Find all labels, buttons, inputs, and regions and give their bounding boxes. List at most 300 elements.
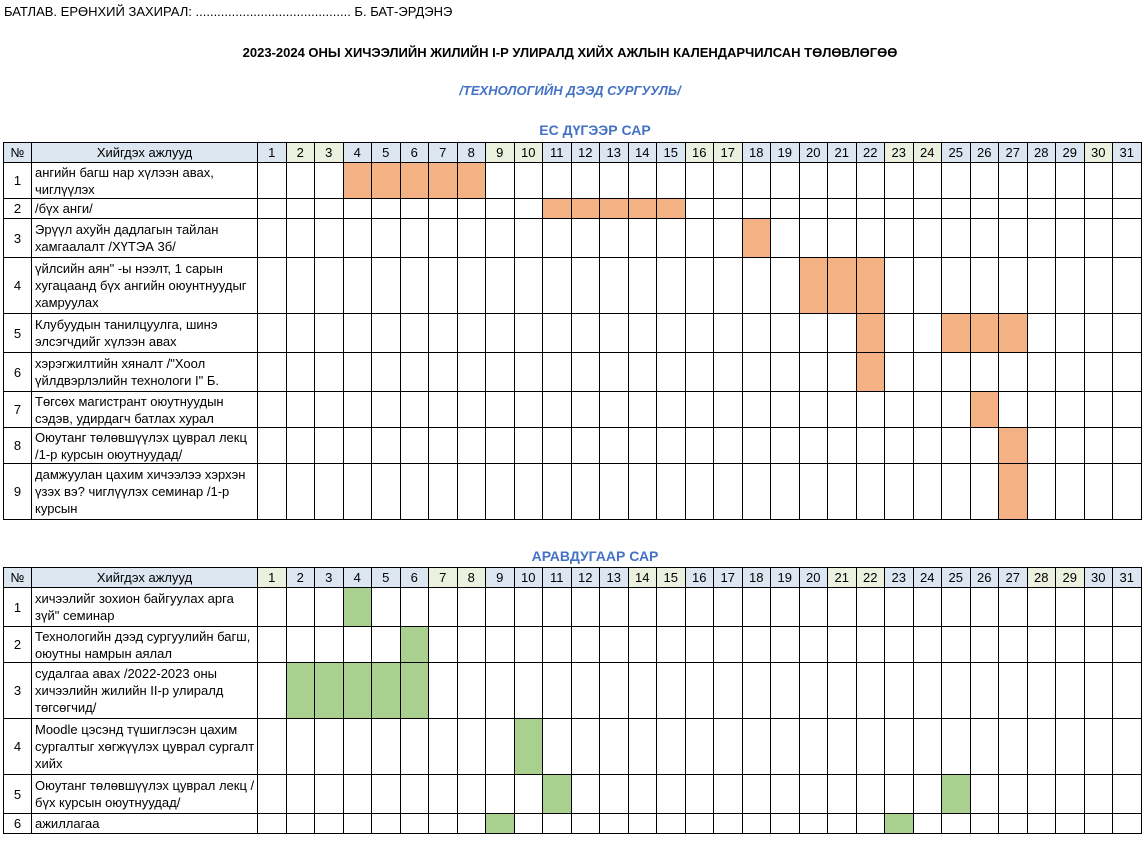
day-cell-9	[486, 464, 515, 520]
day-cell-29	[1056, 314, 1085, 353]
day-cell-30	[1084, 219, 1113, 258]
day-header-3: 3	[315, 143, 344, 163]
day-cell-3	[315, 353, 344, 392]
day-cell-31	[1113, 428, 1142, 464]
day-cell-22	[856, 163, 885, 199]
day-header-7: 7	[429, 568, 458, 588]
day-cell-27	[999, 663, 1028, 719]
day-header-15: 15	[657, 143, 686, 163]
day-cell-1	[258, 258, 287, 314]
day-cell-19	[771, 219, 800, 258]
day-cell-18	[742, 775, 771, 814]
day-header-28: 28	[1027, 568, 1056, 588]
day-cell-5	[372, 163, 401, 199]
day-cell-3	[315, 588, 344, 627]
day-cell-2	[286, 163, 315, 199]
day-cell-14	[628, 719, 657, 775]
day-cell-22	[856, 219, 885, 258]
day-cell-18	[742, 219, 771, 258]
day-cell-21	[828, 163, 857, 199]
day-header-27: 27	[999, 568, 1028, 588]
day-cell-20	[799, 588, 828, 627]
day-cell-25	[942, 353, 971, 392]
task-cell: Оюутанг төлөвшүүлэх цуврал лекц /бүх курсын оюутнуудад/	[32, 775, 258, 814]
day-cell-6	[400, 663, 429, 719]
day-cell-23	[885, 353, 914, 392]
day-header-11: 11	[543, 568, 572, 588]
day-cell-26	[970, 219, 999, 258]
task-cell: Төгсөх магистрант оюутнуудын сэдэв, удирдагч батлах хурал	[32, 392, 258, 428]
day-cell-30	[1084, 353, 1113, 392]
day-cell-11	[543, 258, 572, 314]
day-cell-26	[970, 775, 999, 814]
day-header-19: 19	[771, 568, 800, 588]
day-cell-25	[942, 719, 971, 775]
day-cell-27	[999, 719, 1028, 775]
day-cell-4	[343, 219, 372, 258]
day-cell-17	[714, 627, 743, 663]
day-cell-2	[286, 353, 315, 392]
day-cell-3	[315, 258, 344, 314]
day-cell-3	[315, 163, 344, 199]
day-cell-26	[970, 719, 999, 775]
day-header-19: 19	[771, 143, 800, 163]
day-cell-6	[400, 353, 429, 392]
day-cell-20	[799, 258, 828, 314]
day-cell-1	[258, 588, 287, 627]
day-cell-10	[514, 627, 543, 663]
day-cell-2	[286, 199, 315, 219]
day-header-20: 20	[799, 143, 828, 163]
day-header-27: 27	[999, 143, 1028, 163]
task-cell: Оюутанг төлөвшүүлэх цуврал лекц /1-р курсын оюутнуудад/	[32, 428, 258, 464]
day-cell-8	[457, 464, 486, 520]
day-cell-27	[999, 392, 1028, 428]
day-cell-18	[742, 314, 771, 353]
day-cell-1	[258, 392, 287, 428]
day-cell-7	[429, 464, 458, 520]
day-cell-10	[514, 428, 543, 464]
day-cell-16	[685, 199, 714, 219]
day-cell-7	[429, 719, 458, 775]
table-row	[4, 464, 1142, 520]
day-cell-6	[400, 314, 429, 353]
day-cell-14	[628, 464, 657, 520]
day-cell-30	[1084, 719, 1113, 775]
day-cell-9	[486, 814, 515, 834]
day-cell-17	[714, 775, 743, 814]
day-cell-5	[372, 258, 401, 314]
day-cell-2	[286, 258, 315, 314]
table-row	[4, 392, 1142, 428]
day-cell-29	[1056, 392, 1085, 428]
day-header-31: 31	[1113, 143, 1142, 163]
day-cell-8	[457, 719, 486, 775]
day-header-5: 5	[372, 143, 401, 163]
day-header-16: 16	[685, 568, 714, 588]
day-cell-31	[1113, 163, 1142, 199]
day-cell-4	[343, 814, 372, 834]
task-cell: ангийн багш нар хүлээн авах, чиглүүлэх	[32, 163, 258, 199]
day-cell-2	[286, 814, 315, 834]
day-cell-4	[343, 392, 372, 428]
day-header-23: 23	[885, 143, 914, 163]
day-cell-15	[657, 258, 686, 314]
day-cell-13	[600, 353, 629, 392]
day-cell-1	[258, 199, 287, 219]
day-cell-18	[742, 199, 771, 219]
day-cell-12	[571, 588, 600, 627]
day-cell-7	[429, 392, 458, 428]
day-cell-15	[657, 464, 686, 520]
day-cell-21	[828, 353, 857, 392]
day-cell-12	[571, 314, 600, 353]
day-cell-22	[856, 258, 885, 314]
day-cell-15	[657, 219, 686, 258]
day-cell-5	[372, 392, 401, 428]
day-header-4: 4	[343, 143, 372, 163]
day-cell-19	[771, 588, 800, 627]
day-cell-9	[486, 392, 515, 428]
day-cell-5	[372, 314, 401, 353]
day-cell-11	[543, 814, 572, 834]
day-cell-7	[429, 258, 458, 314]
day-cell-21	[828, 588, 857, 627]
day-cell-27	[999, 775, 1028, 814]
day-cell-1	[258, 353, 287, 392]
day-header-3: 3	[315, 568, 344, 588]
day-cell-21	[828, 219, 857, 258]
september-title: ЕС ДҮГЭЭР САР	[539, 122, 651, 138]
day-header-12: 12	[571, 568, 600, 588]
day-cell-6	[400, 814, 429, 834]
day-cell-7	[429, 627, 458, 663]
task-header: Хийгдэх ажлууд	[32, 143, 258, 163]
day-cell-16	[685, 428, 714, 464]
day-cell-19	[771, 464, 800, 520]
task-cell: ажиллагаа	[32, 814, 258, 834]
day-cell-14	[628, 199, 657, 219]
day-header-30: 30	[1084, 143, 1113, 163]
day-cell-15	[657, 199, 686, 219]
day-cell-22	[856, 464, 885, 520]
day-cell-8	[457, 814, 486, 834]
day-header-17: 17	[714, 568, 743, 588]
day-cell-25	[942, 814, 971, 834]
day-cell-13	[600, 719, 629, 775]
day-cell-8	[457, 163, 486, 199]
day-header-13: 13	[600, 568, 629, 588]
day-cell-16	[685, 775, 714, 814]
day-cell-16	[685, 719, 714, 775]
day-header-16: 16	[685, 143, 714, 163]
day-cell-25	[942, 163, 971, 199]
day-cell-15	[657, 392, 686, 428]
day-cell-4	[343, 719, 372, 775]
day-cell-12	[571, 392, 600, 428]
day-cell-10	[514, 775, 543, 814]
row-number: 8	[4, 428, 32, 464]
day-cell-8	[457, 588, 486, 627]
day-cell-29	[1056, 627, 1085, 663]
day-cell-31	[1113, 775, 1142, 814]
day-cell-24	[913, 314, 942, 353]
day-header-1: 1	[258, 568, 287, 588]
day-cell-1	[258, 775, 287, 814]
day-cell-3	[315, 663, 344, 719]
row-number: 7	[4, 392, 32, 428]
day-cell-30	[1084, 392, 1113, 428]
day-header-13: 13	[600, 143, 629, 163]
day-cell-31	[1113, 627, 1142, 663]
day-cell-13	[600, 814, 629, 834]
day-cell-16	[685, 163, 714, 199]
day-cell-9	[486, 163, 515, 199]
day-cell-19	[771, 353, 800, 392]
day-cell-20	[799, 627, 828, 663]
day-cell-2	[286, 719, 315, 775]
day-cell-23	[885, 314, 914, 353]
day-cell-5	[372, 219, 401, 258]
day-cell-18	[742, 719, 771, 775]
day-cell-29	[1056, 353, 1085, 392]
day-cell-17	[714, 219, 743, 258]
day-cell-13	[600, 199, 629, 219]
day-cell-11	[543, 588, 572, 627]
day-header-23: 23	[885, 568, 914, 588]
day-cell-10	[514, 588, 543, 627]
day-cell-28	[1027, 663, 1056, 719]
day-cell-14	[628, 588, 657, 627]
day-cell-10	[514, 314, 543, 353]
day-cell-20	[799, 814, 828, 834]
day-cell-2	[286, 663, 315, 719]
day-cell-9	[486, 719, 515, 775]
day-cell-14	[628, 163, 657, 199]
day-cell-30	[1084, 199, 1113, 219]
day-cell-28	[1027, 392, 1056, 428]
day-cell-5	[372, 663, 401, 719]
day-header-22: 22	[856, 143, 885, 163]
table-row	[4, 775, 1142, 814]
day-cell-12	[571, 719, 600, 775]
day-cell-28	[1027, 428, 1056, 464]
day-cell-13	[600, 775, 629, 814]
day-header-9: 9	[486, 143, 515, 163]
day-cell-21	[828, 814, 857, 834]
day-cell-8	[457, 314, 486, 353]
day-header-14: 14	[628, 568, 657, 588]
day-cell-31	[1113, 464, 1142, 520]
day-cell-26	[970, 353, 999, 392]
day-cell-22	[856, 627, 885, 663]
day-cell-18	[742, 392, 771, 428]
day-cell-14	[628, 814, 657, 834]
day-cell-2	[286, 428, 315, 464]
day-cell-28	[1027, 258, 1056, 314]
table-row	[4, 627, 1142, 663]
day-cell-23	[885, 199, 914, 219]
day-cell-6	[400, 163, 429, 199]
task-cell: хичээлийг зохион байгуулах арга зүй" семинар	[32, 588, 258, 627]
day-cell-23	[885, 163, 914, 199]
row-number: 3	[4, 219, 32, 258]
day-cell-11	[543, 719, 572, 775]
row-number: 6	[4, 353, 32, 392]
day-cell-17	[714, 392, 743, 428]
day-cell-13	[600, 663, 629, 719]
day-header-9: 9	[486, 568, 515, 588]
day-cell-4	[343, 428, 372, 464]
day-header-21: 21	[828, 568, 857, 588]
day-header-24: 24	[913, 143, 942, 163]
day-cell-16	[685, 814, 714, 834]
day-header-25: 25	[942, 143, 971, 163]
day-header-8: 8	[457, 568, 486, 588]
day-cell-29	[1056, 775, 1085, 814]
day-cell-27	[999, 199, 1028, 219]
day-cell-22	[856, 775, 885, 814]
day-cell-13	[600, 258, 629, 314]
day-cell-8	[457, 392, 486, 428]
day-cell-29	[1056, 588, 1085, 627]
day-cell-14	[628, 392, 657, 428]
day-cell-10	[514, 663, 543, 719]
table-row	[4, 353, 1142, 392]
day-cell-23	[885, 258, 914, 314]
day-cell-19	[771, 163, 800, 199]
day-cell-18	[742, 627, 771, 663]
day-cell-1	[258, 219, 287, 258]
day-cell-12	[571, 775, 600, 814]
day-cell-26	[970, 314, 999, 353]
day-cell-29	[1056, 258, 1085, 314]
day-cell-13	[600, 314, 629, 353]
day-header-8: 8	[457, 143, 486, 163]
day-cell-8	[457, 199, 486, 219]
day-cell-24	[913, 258, 942, 314]
day-cell-4	[343, 627, 372, 663]
day-cell-17	[714, 163, 743, 199]
day-cell-24	[913, 428, 942, 464]
day-cell-11	[543, 392, 572, 428]
day-header-20: 20	[799, 568, 828, 588]
day-cell-27	[999, 163, 1028, 199]
day-cell-19	[771, 428, 800, 464]
day-cell-8	[457, 219, 486, 258]
day-cell-17	[714, 258, 743, 314]
day-cell-5	[372, 719, 401, 775]
day-cell-12	[571, 258, 600, 314]
day-header-18: 18	[742, 143, 771, 163]
row-number: 1	[4, 163, 32, 199]
day-cell-17	[714, 719, 743, 775]
day-header-31: 31	[1113, 568, 1142, 588]
day-cell-23	[885, 392, 914, 428]
day-cell-10	[514, 199, 543, 219]
day-cell-30	[1084, 627, 1113, 663]
day-cell-30	[1084, 428, 1113, 464]
day-cell-30	[1084, 258, 1113, 314]
day-cell-16	[685, 314, 714, 353]
day-cell-12	[571, 353, 600, 392]
day-cell-6	[400, 258, 429, 314]
day-cell-23	[885, 663, 914, 719]
day-cell-17	[714, 199, 743, 219]
row-number: 4	[4, 719, 32, 775]
day-header-18: 18	[742, 568, 771, 588]
day-cell-23	[885, 814, 914, 834]
day-cell-17	[714, 814, 743, 834]
day-cell-23	[885, 719, 914, 775]
day-header-1: 1	[258, 143, 287, 163]
day-cell-5	[372, 814, 401, 834]
day-header-22: 22	[856, 568, 885, 588]
day-cell-14	[628, 663, 657, 719]
day-cell-2	[286, 775, 315, 814]
day-cell-17	[714, 588, 743, 627]
day-cell-4	[343, 199, 372, 219]
header-row	[4, 568, 1142, 588]
day-cell-11	[543, 199, 572, 219]
day-cell-10	[514, 719, 543, 775]
day-cell-18	[742, 163, 771, 199]
day-cell-26	[970, 588, 999, 627]
day-cell-10	[514, 392, 543, 428]
day-cell-1	[258, 814, 287, 834]
day-cell-29	[1056, 219, 1085, 258]
day-cell-13	[600, 588, 629, 627]
day-cell-5	[372, 428, 401, 464]
day-cell-4	[343, 314, 372, 353]
day-cell-5	[372, 775, 401, 814]
day-cell-19	[771, 392, 800, 428]
day-cell-10	[514, 163, 543, 199]
day-header-5: 5	[372, 568, 401, 588]
day-cell-1	[258, 719, 287, 775]
day-cell-6	[400, 775, 429, 814]
day-cell-9	[486, 588, 515, 627]
day-cell-15	[657, 719, 686, 775]
day-cell-26	[970, 814, 999, 834]
day-cell-25	[942, 775, 971, 814]
day-cell-28	[1027, 314, 1056, 353]
day-cell-31	[1113, 588, 1142, 627]
day-cell-27	[999, 353, 1028, 392]
day-cell-24	[913, 663, 942, 719]
day-cell-25	[942, 428, 971, 464]
day-cell-24	[913, 464, 942, 520]
day-cell-30	[1084, 663, 1113, 719]
day-header-15: 15	[657, 568, 686, 588]
day-cell-13	[600, 428, 629, 464]
day-cell-25	[942, 392, 971, 428]
day-cell-17	[714, 464, 743, 520]
day-cell-20	[799, 314, 828, 353]
day-cell-10	[514, 219, 543, 258]
day-cell-20	[799, 353, 828, 392]
day-cell-1	[258, 663, 287, 719]
day-cell-7	[429, 428, 458, 464]
day-cell-13	[600, 464, 629, 520]
day-cell-18	[742, 428, 771, 464]
document-subtitle: /ТЕХНОЛОГИЙН ДЭЭД СУРГУУЛЬ/	[459, 83, 681, 98]
table-row	[4, 163, 1142, 199]
day-cell-10	[514, 464, 543, 520]
day-cell-7	[429, 163, 458, 199]
day-cell-11	[543, 163, 572, 199]
day-cell-29	[1056, 199, 1085, 219]
